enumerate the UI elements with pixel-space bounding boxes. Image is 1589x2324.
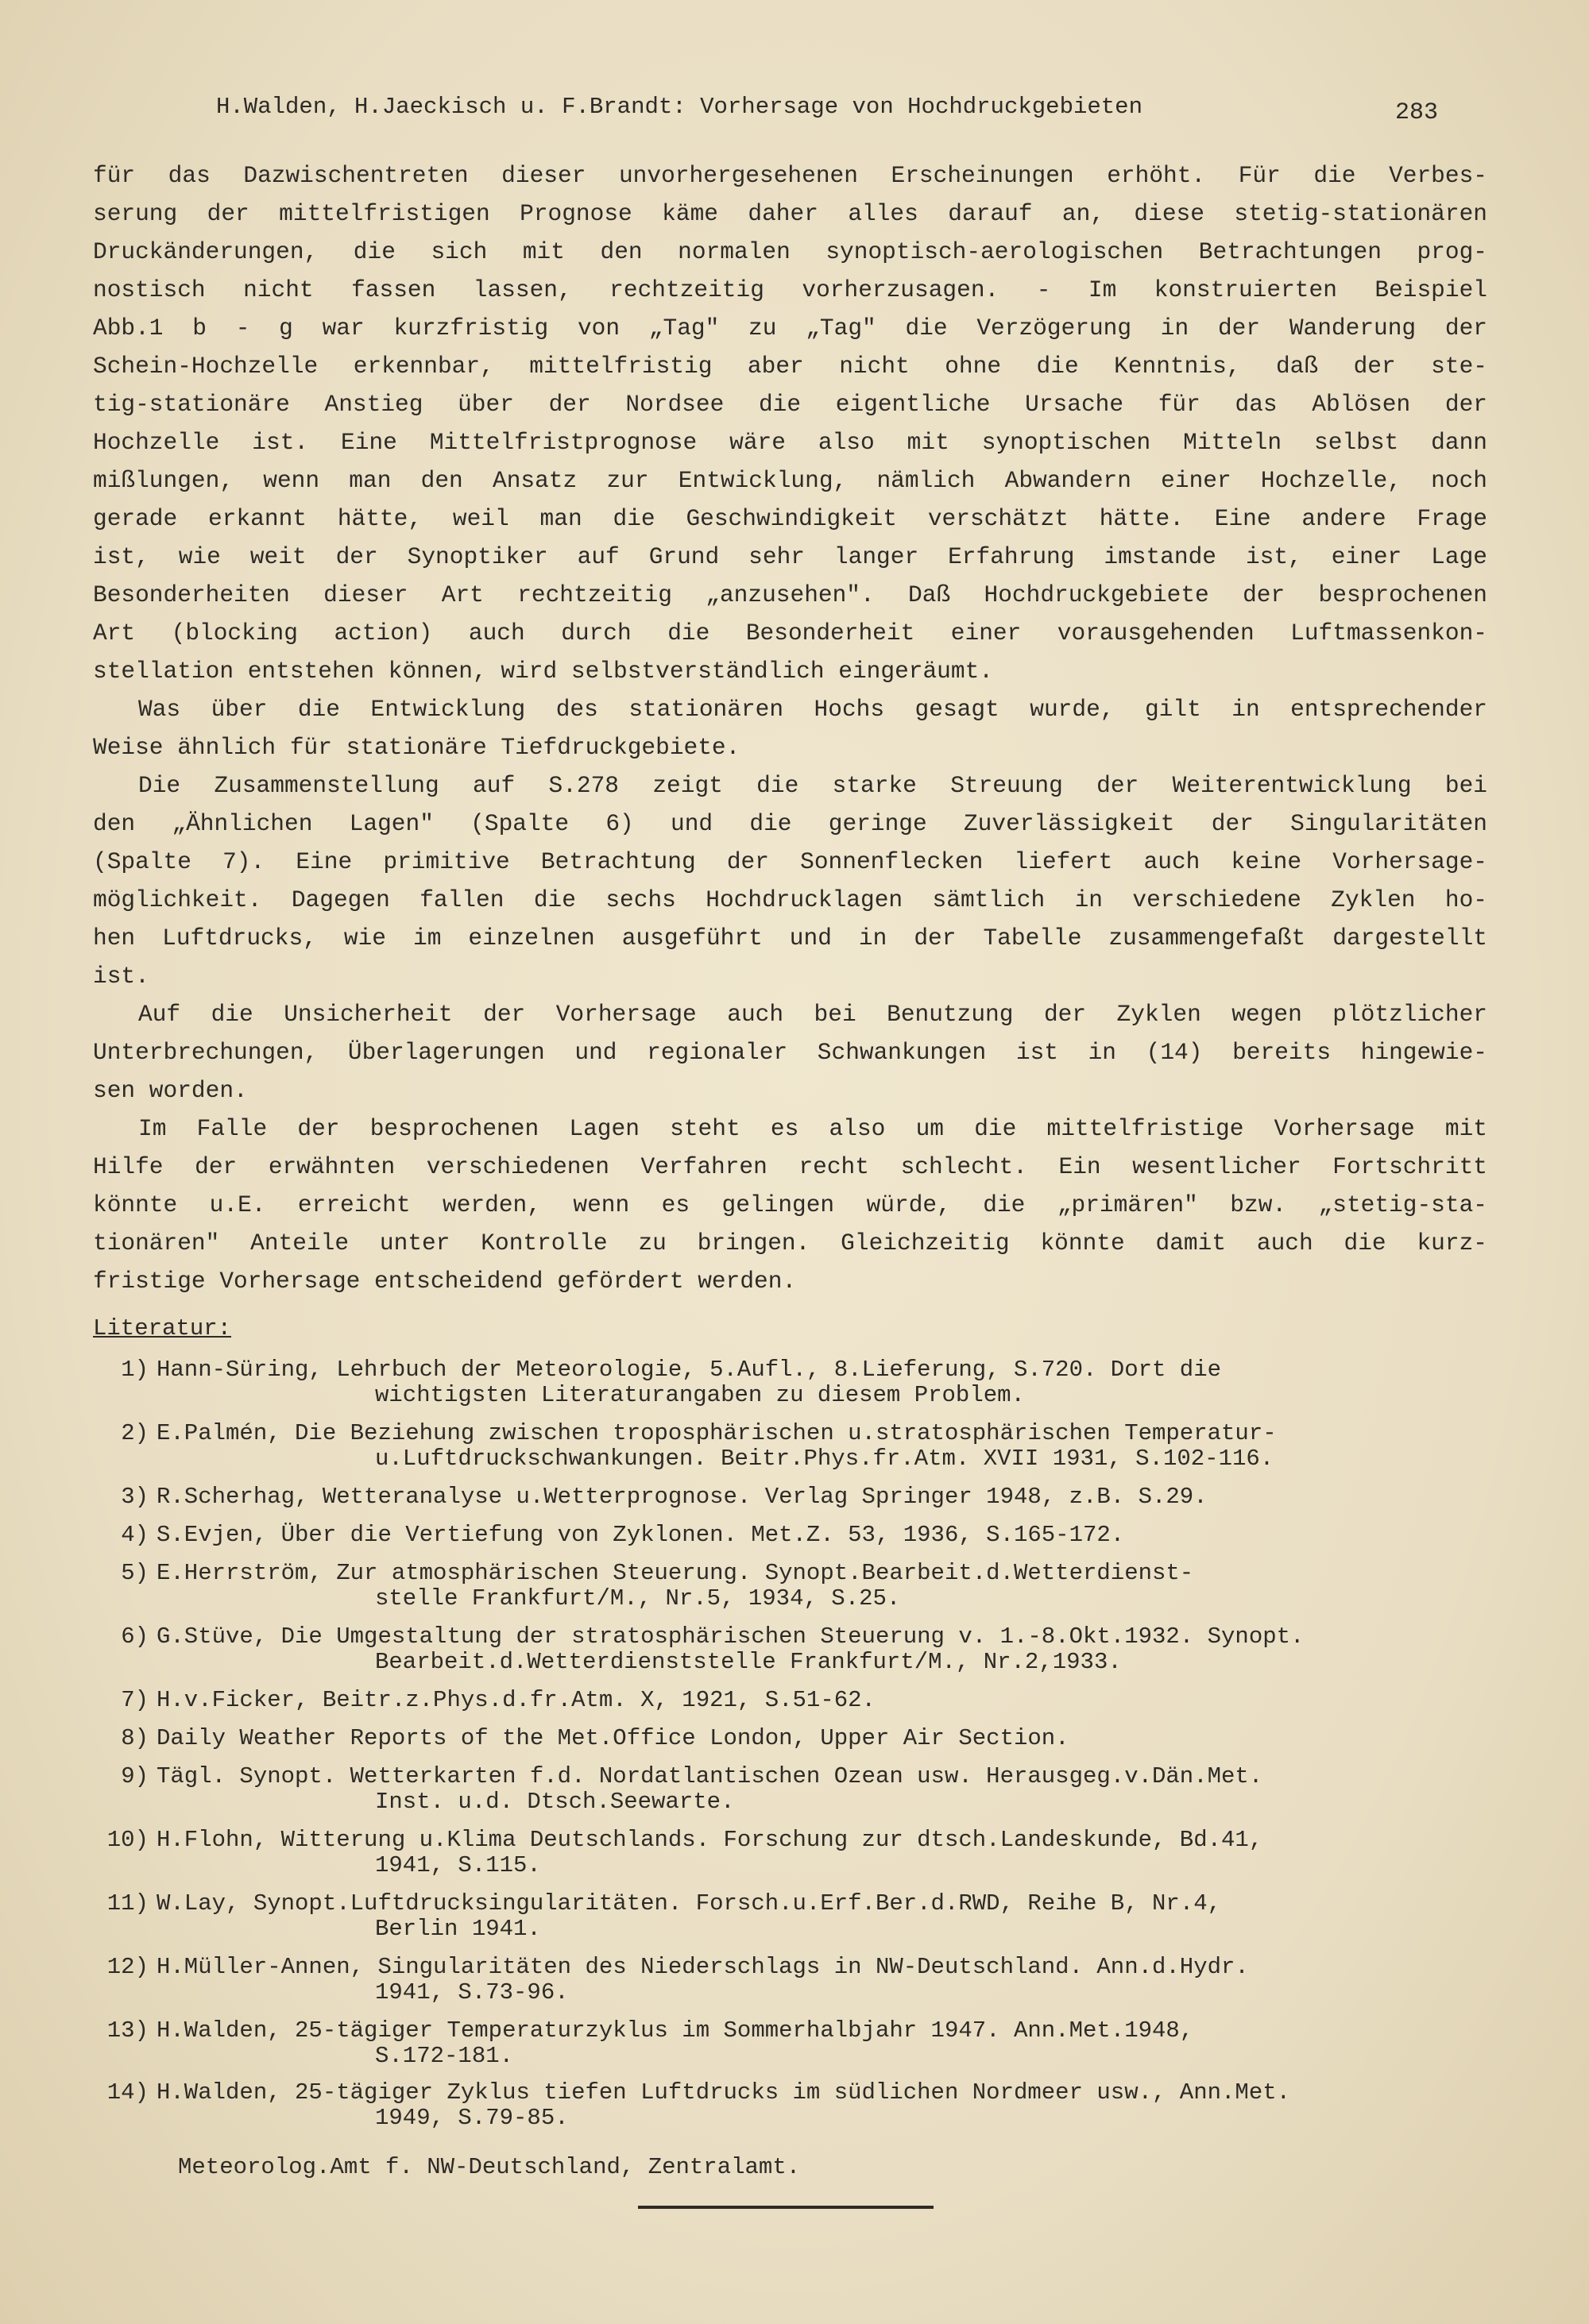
body-line: tionären" Anteile unter Kontrolle zu bringen. Gleichzeitig könnte damit auch die kurz- [93,1230,1487,1257]
body-line: Was über die Entwicklung des stationären Hochs gesagt wurde, gilt in entsprechender [138,696,1487,723]
reference-item [93,1560,1491,1616]
reference-text: 1949, S.79-85. [375,2105,569,2131]
body-line: tig-stationäre Anstieg über der Nordsee die eigentliche Ursache für das Ablösen der [93,391,1487,418]
reference-item [93,1890,1491,1946]
body-line: nostisch nicht fassen lassen, rechtzeitig vorherzusagen. - Im konstruierten Beispiel [93,276,1487,303]
reference-number: 14) [106,2079,149,2106]
body-line: Druckänderungen, die sich mit den normalen synoptisch-aerologischen Betrachtungen prog- [93,238,1487,265]
body-line: gerade erkannt hätte, weil man die Geschwindigkeit verschätzt hätte. Eine andere Frage [93,505,1487,532]
body-line: mißlungen, wenn man den Ansatz zur Entwicklung, nämlich Abwandern einer Hochzelle, noch [93,467,1487,494]
body-line: (Spalte 7). Eine primitive Betrachtung der Sonnenflecken liefert auch keine Vorhersage- [93,848,1487,875]
reference-item [93,1763,1491,1819]
reference-number: 12) [106,1954,149,1980]
body-line: den „Ähnlichen Lagen" (Spalte 6) und die geringe Zuverlässigkeit der Singularitäten [93,810,1487,837]
body-line: fristige Vorhersage entscheidend gefördert werden. [93,1268,797,1295]
reference-text: R.Scherhag, Wetteranalyse u.Wetterprognose. Verlag Springer 1948, z.B. S.29. [157,1484,1208,1510]
body-line: Abb.1 b - g war kurzfristig von „Tag" zu „Tag" die Verzögerung in der Wanderung der [93,315,1487,342]
page-number: 283 [1395,99,1439,126]
body-text [93,156,1487,1300]
body-line: ist, wie weit der Synoptiker auf Grund sehr langer Erfahrung imstande ist, einer Lage [93,543,1487,570]
reference-number: 4) [121,1522,149,1548]
body-line: sen worden. [93,1077,248,1104]
reference-item [93,1357,1491,1412]
reference-text: Inst. u.d. Dtsch.Seewarte. [375,1789,735,1815]
reference-text: 1941, S.73-96. [375,1979,569,2006]
reference-item [93,1522,1491,1554]
reference-number: 7) [121,1687,149,1713]
reference-item [93,1827,1491,1882]
reference-number: 5) [121,1560,149,1586]
body-line: stellation entstehen können, wird selbstverständlich eingeräumt. [93,658,993,685]
reference-number: 3) [121,1484,149,1510]
reference-text: Bearbeit.d.Wetterdienststelle Frankfurt/M., Nr.2,1933. [375,1649,1122,1675]
body-line: Hochzelle ist. Eine Mittelfristprognose wäre also mit synoptischen Mitteln selbst dann [93,429,1487,456]
reference-number: 9) [121,1763,149,1789]
affiliation: Meteorolog.Amt f. NW-Deutschland, Zentralamt. [178,2154,801,2180]
reference-number: 2) [121,1420,149,1446]
reference-text: W.Lay, Synopt.Luftdrucksingularitäten. Forsch.u.Erf.Ber.d.RWD, Reihe B, Nr.4, [157,1890,1222,1917]
body-line: serung der mittelfristigen Prognose käme daher alles darauf an, diese stetig-stationären [93,200,1487,227]
body-line: Schein-Hochzelle erkennbar, mittelfristig aber nicht ohne die Kenntnis, daß der ste- [93,353,1487,380]
reference-number: 6) [121,1623,149,1650]
reference-item [93,1687,1491,1719]
running-head: H.Walden, H.Jaeckisch u. F.Brandt: Vorhersage von Hochdruckgebieten [216,94,1142,120]
reference-text: Berlin 1941. [375,1916,541,1942]
closing-rule [638,2206,934,2209]
reference-text: H.Walden, 25-tägiger Temperaturzyklus im Sommerhalbjahr 1947. Ann.Met.1948, [157,2017,1194,2044]
reference-text: Hann-Süring, Lehrbuch der Meteorologie, 5.Aufl., 8.Lieferung, S.720. Dort die [157,1357,1222,1383]
reference-text: H.Walden, 25-tägiger Zyklus tiefen Luftdrucks im südlichen Nordmeer usw., Ann.Met. [157,2079,1291,2106]
reference-text: S.172-181. [375,2043,514,2069]
reference-item [93,1623,1491,1679]
body-line: für das Dazwischentreten dieser unvorhergesehenen Erscheinungen erhöht. Für die Verbes- [93,162,1487,189]
reference-text: E.Palmén, Die Beziehung zwischen troposphärischen u.stratosphärischen Temperatur- [157,1420,1277,1446]
reference-item [93,1420,1491,1476]
body-line: Weise ähnlich für stationäre Tiefdruckgebiete. [93,734,740,761]
reference-number: 10) [106,1827,149,1853]
reference-text: E.Herrström, Zur atmosphärischen Steuerung. Synopt.Bearbeit.d.Wetterdienst- [157,1560,1194,1586]
reference-text: H.Müller-Annen, Singularitäten des Niederschlags in NW-Deutschland. Ann.d.Hydr. [157,1954,1249,1980]
body-line: Besonderheiten dieser Art rechtzeitig „anzusehen". Daß Hochdruckgebiete der besprochenen [93,581,1487,608]
body-line: Im Falle der besprochenen Lagen steht es also um die mittelfristige Vorhersage mit [138,1115,1487,1142]
reference-text: 1941, S.115. [375,1852,541,1878]
reference-text: H.v.Ficker, Beitr.z.Phys.d.fr.Atm. X, 1921, S.51-62. [157,1687,876,1713]
reference-text: S.Evjen, Über die Vertiefung von Zyklonen. Met.Z. 53, 1936, S.165-172. [157,1522,1125,1548]
body-line: Hilfe der erwähnten verschiedenen Verfahren recht schlecht. Ein wesentlicher Fortschritt [93,1153,1487,1180]
reference-item [93,1484,1491,1515]
body-line: hen Luftdrucks, wie im einzelnen ausgeführt und in der Tabelle zusammengefaßt dargestellt [93,925,1487,952]
reference-number: 8) [121,1725,149,1751]
reference-text: stelle Frankfurt/M., Nr.5, 1934, S.25. [375,1585,901,1612]
reference-item [93,1725,1491,1757]
reference-text: G.Stüve, Die Umgestaltung der stratosphärischen Steuerung v. 1.-8.Okt.1932. Synopt. [157,1623,1305,1650]
body-line: könnte u.E. erreicht werden, wenn es gelingen würde, die „primären" bzw. „stetig-sta- [93,1191,1487,1218]
body-line: Art (blocking action) auch durch die Besonderheit einer vorausgehenden Luftmassenkon- [93,620,1487,647]
body-line: Unterbrechungen, Überlagerungen und regionaler Schwankungen ist in (14) bereits hingewie- [93,1039,1487,1066]
reference-text: wichtigsten Literaturangaben zu diesem Problem. [375,1382,1025,1408]
body-line: Die Zusammenstellung auf S.278 zeigt die starke Streuung der Weiterentwicklung bei [138,772,1487,799]
body-line: möglichkeit. Dagegen fallen die sechs Hochdrucklagen sämtlich in verschiedene Zyklen ho- [93,886,1487,913]
literature-heading: Literatur: [93,1315,232,1342]
reference-item [93,2079,1491,2135]
reference-text: H.Flohn, Witterung u.Klima Deutschlands. Forschung zur dtsch.Landeskunde, Bd.41, [157,1827,1263,1853]
reference-text: u.Luftdruckschwankungen. Beitr.Phys.fr.Atm. XVII 1931, S.102-116. [375,1446,1274,1472]
reference-number: 11) [106,1890,149,1917]
reference-text: Daily Weather Reports of the Met.Office London, Upper Air Section. [157,1725,1069,1751]
body-line: Auf die Unsicherheit der Vorhersage auch bei Benutzung der Zyklen wegen plötzlicher [138,1001,1487,1028]
reference-text: Tägl. Synopt. Wetterkarten f.d. Nordatlantischen Ozean usw. Herausgeg.v.Dän.Met. [157,1763,1263,1789]
reference-number: 13) [106,2017,149,2044]
body-line: ist. [93,963,149,990]
reference-number: 1) [121,1357,149,1383]
reference-item [93,1954,1491,2009]
reference-item [93,2017,1491,2073]
